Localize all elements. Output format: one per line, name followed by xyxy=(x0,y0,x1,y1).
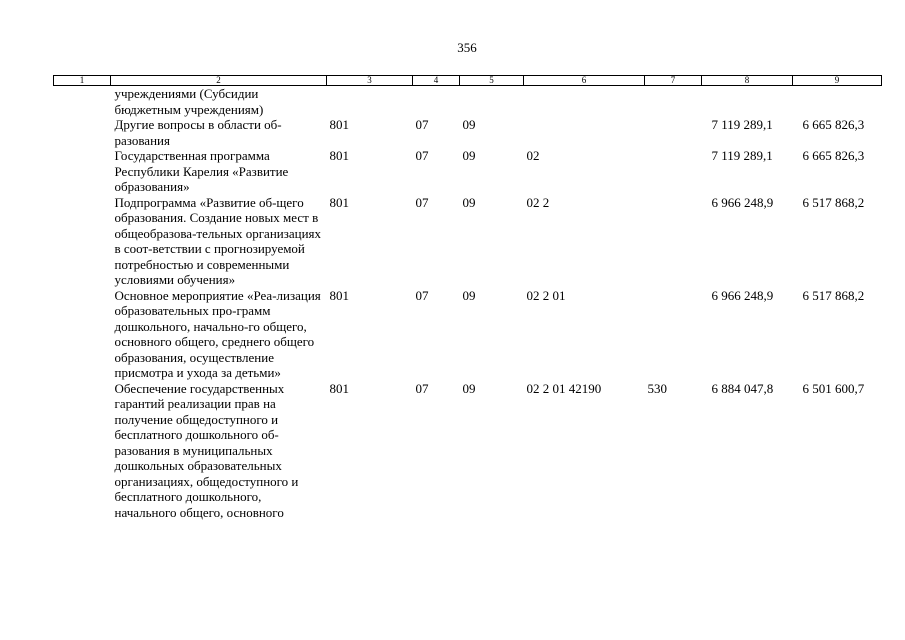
cell-subsection: 09 xyxy=(462,117,476,132)
column-number-4: 4 xyxy=(413,76,460,86)
cell-target xyxy=(524,117,645,148)
column-number-header-row xyxy=(54,76,882,86)
budget-table xyxy=(53,75,882,520)
cell-expense-type xyxy=(645,148,702,195)
cell-target: 02 2 xyxy=(526,194,550,210)
cell-empty xyxy=(54,86,111,118)
cell-name: Подпрограмма «Развитие об-щего образования. Создание новых мест в общеобразова-тельных организациях в соот-ветствии с прогнозируемой потребностью и современными условиями обучения» xyxy=(114,194,322,287)
cell-ministry: 801 xyxy=(329,380,349,396)
cell-empty xyxy=(54,117,111,148)
cell-subsection: 09 xyxy=(462,194,476,210)
cell-name: Обеспечение государственных гарантий реализации прав на получение общедоступного и бесплатного дошкольного об-разования в муниципальных дошкольных образовательных организациях, общедоступного и бесплатного дошкольного, начального общего, основного xyxy=(114,380,299,520)
table-row xyxy=(54,288,882,381)
cell-ministry: 801 xyxy=(329,287,349,303)
column-number-2: 2 xyxy=(111,76,327,86)
cell-empty xyxy=(54,381,111,521)
cell-empty xyxy=(54,288,111,381)
column-number-1: 1 xyxy=(54,76,111,86)
cell-section: 07 xyxy=(415,148,429,163)
table-row xyxy=(54,195,882,288)
column-number-8: 8 xyxy=(702,76,793,86)
column-number-5: 5 xyxy=(460,76,524,86)
cell-expense-type xyxy=(645,288,702,381)
column-number-3: 3 xyxy=(327,76,413,86)
table-row xyxy=(54,86,882,118)
cell-target: 02 2 01 42190 xyxy=(526,380,602,396)
cell-section xyxy=(413,86,460,118)
cell-amount-1: 6 884 047,8 xyxy=(711,380,774,396)
cell-amount-2: 6 517 868,2 xyxy=(802,194,865,210)
cell-section: 07 xyxy=(415,117,429,132)
cell-target: 02 xyxy=(526,148,540,163)
cell-name: Государственная программа Республики Карелия «Развитие образования» xyxy=(114,148,289,194)
cell-expense-type xyxy=(645,195,702,288)
cell-ministry xyxy=(327,86,413,118)
cell-ministry: 801 xyxy=(329,148,349,163)
cell-amount-2 xyxy=(793,86,882,118)
cell-amount-2: 6 665 826,3 xyxy=(802,117,865,132)
cell-amount-2: 6 665 826,3 xyxy=(802,148,865,163)
table-row xyxy=(54,148,882,195)
table-row xyxy=(54,381,882,521)
cell-name: Основное мероприятие «Реа-лизация образовательных про-грамм дошкольного, начально-го общего, основного общего, среднего общего образования, осуществление присмотра и ухода за детьми» xyxy=(114,287,321,380)
cell-section: 07 xyxy=(415,194,429,210)
cell-target: 02 2 01 xyxy=(526,287,566,303)
cell-subsection xyxy=(460,86,524,118)
cell-amount-1: 6 966 248,9 xyxy=(711,194,774,210)
cell-name: учреждениями (Субсидии бюджетным учреждениям) xyxy=(114,86,264,117)
cell-empty xyxy=(54,148,111,195)
cell-empty xyxy=(54,195,111,288)
cell-subsection: 09 xyxy=(462,380,476,396)
cell-section: 07 xyxy=(415,380,429,396)
cell-amount-1: 7 119 289,1 xyxy=(711,148,773,163)
cell-amount-1 xyxy=(702,86,793,118)
column-number-7: 7 xyxy=(645,76,702,86)
cell-amount-2: 6 501 600,7 xyxy=(802,380,865,396)
table-row xyxy=(54,117,882,148)
column-number-9: 9 xyxy=(793,76,882,86)
cell-ministry: 801 xyxy=(329,117,349,132)
cell-section: 07 xyxy=(415,287,429,303)
column-number-6: 6 xyxy=(524,76,645,86)
cell-amount-1: 6 966 248,9 xyxy=(711,287,774,303)
cell-amount-2: 6 517 868,2 xyxy=(802,287,865,303)
page-number: 356 xyxy=(457,40,477,55)
cell-amount-1: 7 119 289,1 xyxy=(711,117,773,132)
cell-expense-type xyxy=(645,86,702,118)
cell-subsection: 09 xyxy=(462,148,476,163)
cell-subsection: 09 xyxy=(462,287,476,303)
cell-expense-type xyxy=(645,117,702,148)
cell-name: Другие вопросы в области об-разования xyxy=(114,117,282,148)
cell-target xyxy=(524,86,645,118)
cell-expense-type: 530 xyxy=(647,380,667,396)
cell-ministry: 801 xyxy=(329,194,349,210)
